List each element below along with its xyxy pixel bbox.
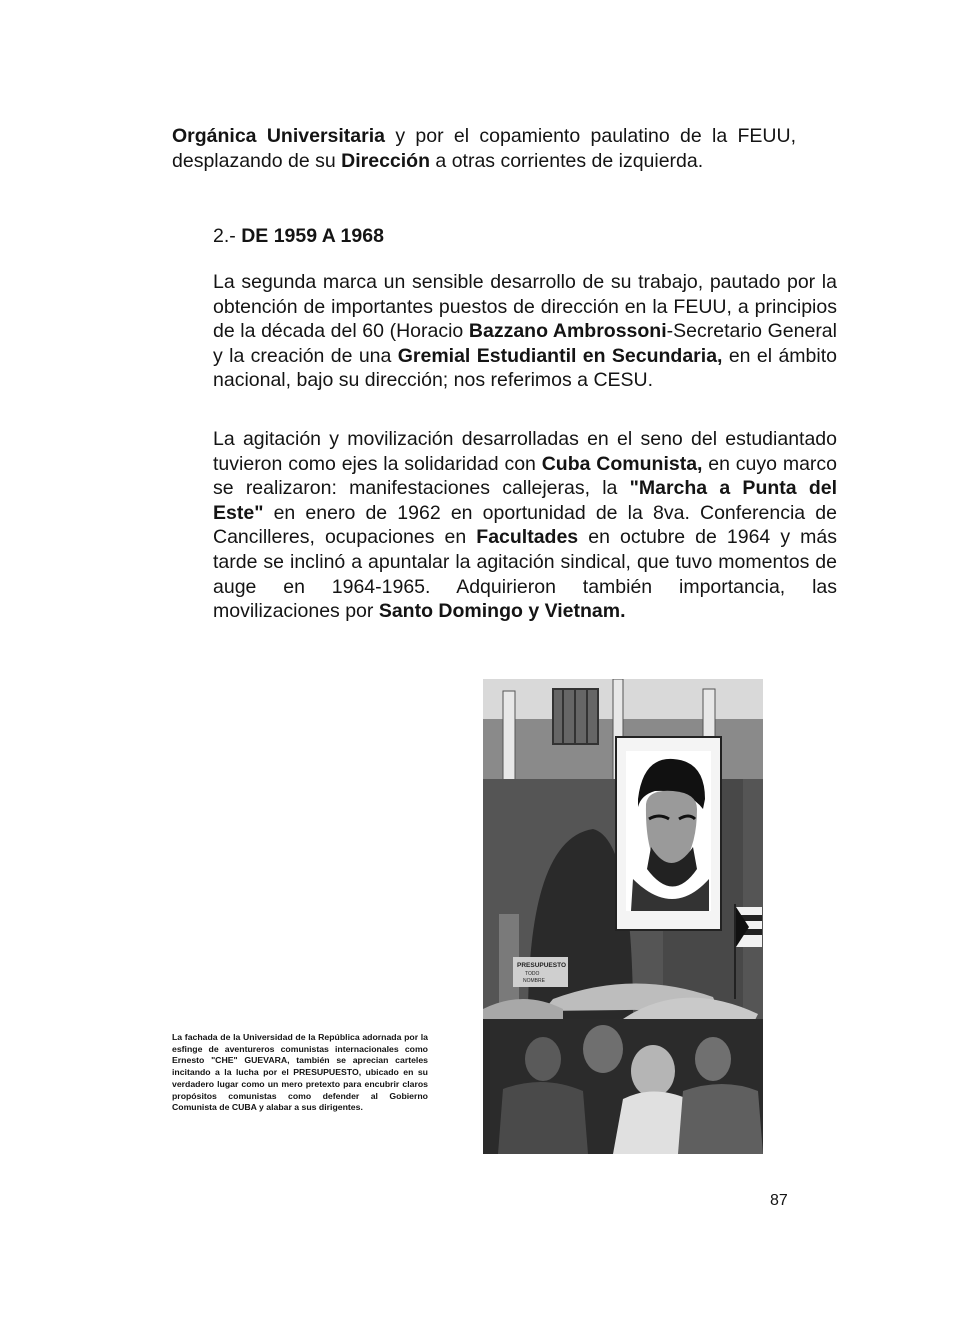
- bold-span: Facultades: [476, 526, 579, 549]
- paragraph-agitacion: [172, 427, 837, 624]
- paragraph-segunda: [172, 270, 837, 393]
- text-span: en enero de 1962 en oportunidad de la 8va. Conferencia de Cancilleres, ocupaciones en: [213, 501, 837, 549]
- che-poster: [616, 737, 721, 930]
- text-span: -Secretario General y la creación de una: [213, 320, 837, 367]
- bold-span: Bazzano Ambrossoni: [468, 320, 667, 343]
- photo-caption: La fachada de la Universidad de la República adornada por la esfinge de aventureros comunistas internacionales como Ernesto "CHE" GUEVARA, también se aprecian carteles incitando a la lucha por el PRESUPUESTO, ubicado en su verdadero lugar como un mero pretexto para encubrir claros propósitos comunistas como defender al Gobierno Comunista de CUBA y alabar a sus dirigentes.: [172, 1032, 428, 1113]
- text-span: La agitación y movilización desarrolladas en el seno del estudiantado tuvieron como ejes la solidaridad con: [213, 428, 837, 475]
- text-span: en octubre de 1964 y más tarde se inclinó a apuntalar la agitación sindical, que tuvo momentos de auge en 1964-1965. Adquirieron también importancia, las movilizaciones por: [213, 526, 837, 623]
- bold-span: "Marcha a Punta del Este": [213, 477, 837, 524]
- bold-span: Dirección: [341, 149, 431, 172]
- section-title: DE 1959 A 1968: [241, 225, 384, 247]
- bold-span: Orgánica Universitaria: [172, 125, 385, 147]
- university-facade-photo: [483, 679, 763, 1154]
- text-span: en el ámbito nacional, bajo su dirección; nos referimos a CESU.: [213, 344, 837, 392]
- page-number: 87: [770, 1192, 788, 1209]
- text-span: en cuyo marco se realizaron: manifestaciones callejeras, la: [213, 452, 838, 500]
- bold-span: Gremial Estudiantil en Secundaria,: [397, 344, 723, 367]
- bold-span: Cuba Comunista,: [541, 452, 703, 475]
- section-number: 2.-: [213, 225, 242, 247]
- banner-text: TODO: [525, 971, 540, 977]
- banner-text: PRESUPUESTO: [517, 962, 567, 969]
- paragraph-organica: [172, 124, 796, 173]
- banner-text: NOMBRE: [523, 978, 545, 984]
- section-heading: [213, 225, 384, 248]
- text-span: La segunda marca un sensible desarrollo de su trabajo, pautado por la obtención de importantes puestos de dirección en la FEUU, a principios de la década del 60 (Horacio: [213, 271, 837, 343]
- text-span: y por el copamiento paulatino de la FEUU, desplazando de su: [172, 125, 796, 172]
- text-span: a otras corrientes de izquierda.: [430, 149, 704, 172]
- bold-span: Santo Domingo y Vietnam.: [378, 600, 626, 623]
